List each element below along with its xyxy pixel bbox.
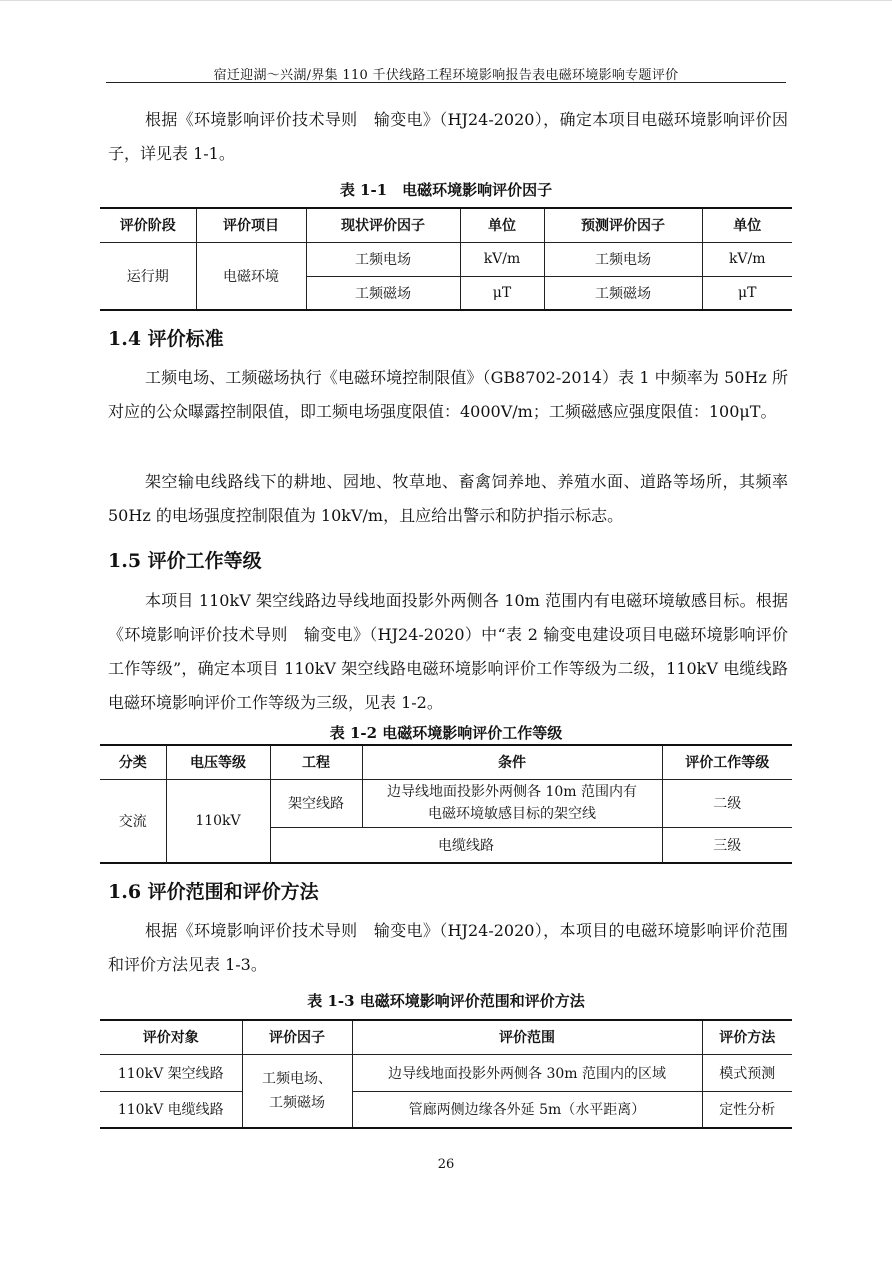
table2-header: 评价工作等级 [662, 745, 792, 779]
table-cell: 工频磁场 [544, 276, 702, 310]
table3-header: 评价因子 [242, 1020, 352, 1054]
table3-header: 评价对象 [100, 1020, 242, 1054]
table1-header: 单位 [460, 208, 544, 242]
table2-header: 电压等级 [166, 745, 270, 779]
table2-condition [362, 779, 662, 827]
condition-line: 边导线地面投影外两侧各 10m 范围内有 [387, 784, 637, 800]
table1-header: 现状评价因子 [306, 208, 460, 242]
table1-caption: 表 1-1 电磁环境影响评价因子 [339, 181, 553, 199]
section-heading-1-4: 1.4 评价标准 [108, 328, 224, 350]
table1-header: 单位 [702, 208, 792, 242]
factor-line: 工频磁场 [269, 1094, 325, 1111]
table-cell: kV/m [460, 242, 544, 276]
table-cell: μT [460, 276, 544, 310]
table3-method: 模式预测 [702, 1054, 792, 1091]
paragraph-grade: 本项目 110kV 架空线路边导线地面投影外两侧各 10m 范围内有电磁环境敏感目标。根据《环境影响评价技术导则 输变电》（HJ24-2020）中“表 2 输变电建设项目电磁环境影响评价工作等级”，确定本项目 110kV 架空线路电磁环境影响评价工作等级为二级，110kV 电缆线路电磁环境影响评价工作等级为三级，见表 1-2。 [108, 591, 788, 712]
table1-item: 电磁环境 [196, 242, 306, 310]
table1-header: 预测评价因子 [544, 208, 702, 242]
table-cell: kV/m [702, 242, 792, 276]
table2-type: 交流 [100, 779, 166, 863]
table2-caption: 表 1-2 电磁环境影响评价工作等级 [329, 724, 563, 742]
table1-stage: 运行期 [100, 242, 196, 310]
table2-header: 工程 [270, 745, 362, 779]
table-cell: 工频磁场 [306, 276, 460, 310]
header-divider [106, 82, 786, 83]
paragraph-scope: 根据《环境影响评价技术导则 输变电》（HJ24-2020），本项目的电磁环境影响评价范围和评价方法见表 1-3。 [108, 921, 788, 974]
table3-object: 110kV 架空线路 [100, 1054, 242, 1091]
table3-factor [242, 1054, 352, 1128]
paragraph-intro: 根据《环境影响评价技术导则 输变电》（HJ24-2020），确定本项目电磁环境影响评价因子，详见表 1-1。 [108, 110, 788, 163]
table2-grade: 三级 [662, 827, 792, 863]
table2-project: 架空线路 [270, 779, 362, 827]
table3-object: 110kV 电缆线路 [100, 1091, 242, 1128]
table2 [100, 744, 792, 864]
table2-header: 条件 [362, 745, 662, 779]
running-header: 宿迁迎湖～兴湖/界集 110 千伏线路工程环境影响报告表电磁环境影响专题评价 [213, 68, 679, 83]
table2-voltage: 110kV [166, 779, 270, 863]
table2-header: 分类 [100, 745, 166, 779]
table-row [100, 1091, 792, 1128]
table-row [100, 779, 792, 827]
condition-line: 电磁环境敏感目标的架空线 [428, 806, 596, 822]
table-row [100, 242, 792, 276]
table3-method: 定性分析 [702, 1091, 792, 1128]
table1 [100, 207, 792, 311]
table2-grade: 二级 [662, 779, 792, 827]
table2-project: 电缆线路 [270, 827, 662, 863]
table3-range: 边导线地面投影外两侧各 30m 范围内的区域 [352, 1054, 702, 1091]
table3-caption: 表 1-3 电磁环境影响评价范围和评价方法 [307, 992, 585, 1010]
table-row [100, 1054, 792, 1091]
table-cell: 工频电场 [306, 242, 460, 276]
table3-range: 管廊两侧边缘各外延 5m（水平距离） [352, 1091, 702, 1128]
section-heading-1-6: 1.6 评价范围和评价方法 [108, 881, 319, 903]
page-top-edge [0, 0, 892, 1]
factor-line: 工频电场、 [262, 1070, 332, 1087]
paragraph-standard-1: 工频电场、工频磁场执行《电磁环境控制限值》（GB8702-2014）表 1 中频率为 50Hz 所对应的公众曝露控制限值，即工频电场强度限值：4000V/m；工频磁感应强度限值：100μT。 [108, 368, 788, 421]
table-cell: μT [702, 276, 792, 310]
table3-header: 评价方法 [702, 1020, 792, 1054]
table1-header: 评价项目 [196, 208, 306, 242]
page-number: 26 [437, 1157, 455, 1172]
table1-header: 评价阶段 [100, 208, 196, 242]
table3-header: 评价范围 [352, 1020, 702, 1054]
table-cell: 工频电场 [544, 242, 702, 276]
table3 [100, 1019, 792, 1129]
section-heading-1-5: 1.5 评价工作等级 [108, 550, 262, 572]
paragraph-standard-2: 架空输电线路线下的耕地、园地、牧草地、畜禽饲养地、养殖水面、道路等场所，其频率 50Hz 的电场强度控制限值为 10kV/m，且应给出警示和防护指示标志。 [108, 472, 788, 525]
